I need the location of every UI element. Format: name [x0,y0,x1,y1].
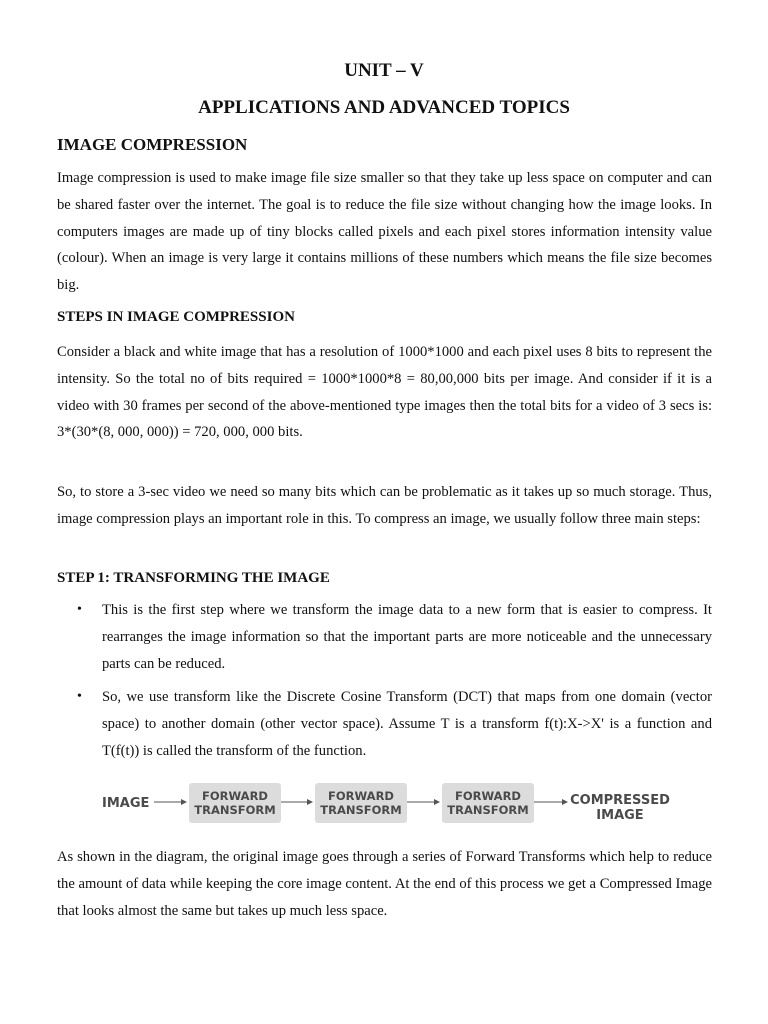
diagram-input-label: IMAGE [102,796,150,811]
step1-heading: STEP 1: TRANSFORMING THE IMAGE [57,570,330,586]
bullet-icon: • [77,689,82,705]
stage-label-line2: TRANSFORM [320,803,402,817]
stage-label-line1: FORWARD [455,789,521,803]
diagram-output-label-line2: IMAGE [596,808,644,823]
conclusion-paragraph: As shown in the diagram, the original image goes through a series of Forward Transforms which help to reduce the amount of data while keeping the core image content. At the end of this process we get a Compressed Image that looks almost the same but takes up much less space. [57,849,712,919]
chapter-title: APPLICATIONS AND ADVANCED TOPICS [198,97,570,118]
steps-paragraph-1: Consider a black and white image that has a resolution of 1000*1000 and each pixel uses 8 bits to represent the intensity. So the total no of bits required = 1000*1000*8 = 80,00,000 bits per image. And consider if it is a video with 30 frames per second of the above-mentioned type images then the total bits for a video of 3 secs is: 3*(30*(8, 000, 000)) = 720, 000, 000 bits. [57,344,712,441]
intro-paragraph: Image compression is used to make image file size smaller so that they take up less space on computer and can be shared faster over the internet. The goal is to reduce the file size without changing how the image looks. In computers images are made up of tiny blocks called pixels and each pixel stores information intensity value (colour). When an image is very large it contains millions of these numbers which means the file size becomes big. [57,170,712,294]
steps-paragraph-2: So, to store a 3-sec video we need so many bits which can be problematic as it takes up so much storage. Thus, image compression plays an important role in this. To compress an image, we usually follow three main steps: [57,484,712,527]
list-item [57,684,712,764]
unit-title: UNIT – V [344,60,424,81]
bullet-text: So, we use transform like the Discrete Cosine Transform (DCT) that maps from one domain (vector space) to another domain (other vector space). Assume T is a transform f(t):X->X' is a function and T(f(t)) is called the transform of the function. [102,689,712,759]
transform-pipeline-diagram [100,780,680,830]
diagram-output-label-line1: COMPRESSED [570,793,670,808]
step1-bullet-list [57,597,712,765]
pipeline-svg [100,780,680,830]
list-item [57,597,712,677]
bullet-icon: • [77,602,82,617]
stage-label-line1: FORWARD [202,789,268,803]
stage-label-line2: TRANSFORM [447,803,529,817]
bullet-text: This is the first step where we transform the image data to a new form that is easier to compress. It rearranges the image information so that the important parts are more noticeable and the unnecessary parts can be reduced. [102,602,712,672]
steps-heading: STEPS IN IMAGE COMPRESSION [57,309,295,325]
stage-label-line2: TRANSFORM [194,803,276,817]
stage-label-line1: FORWARD [328,789,394,803]
section-heading-image-compression: IMAGE COMPRESSION [57,135,248,154]
